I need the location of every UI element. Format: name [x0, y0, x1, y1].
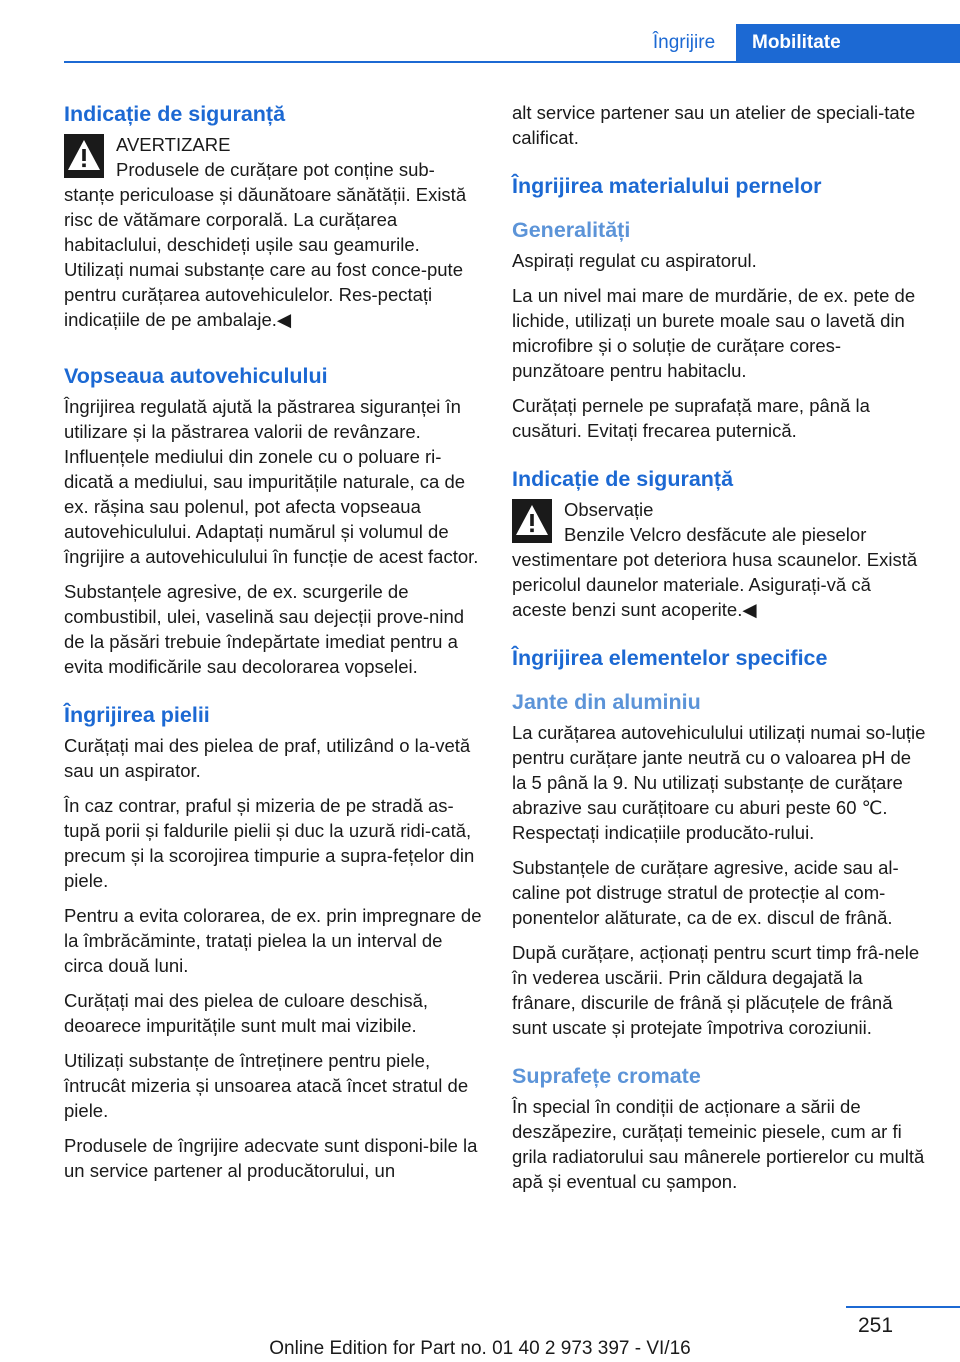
general-paragraph: La un nivel mai mare de murdărie, de ex. pete de lichide, utilizați un burete moale sau o lavetă din microfibre și o soluție de curățare cores‐punzătoare pentru habitaclu.: [512, 285, 916, 381]
warning-text: Produsele de curățare pot conține sub‐stanțe periculoase și dăunătoare sănătății. Există risc de vătămare corporală. La curățarea habitaclului, deschideți ușile sau geamurile. Utilizați numai substanțe care au fost conce‐pute pentru curățarea autovehiculelor. Res‐pectați indicațiile de pe ambalaje.◀: [64, 159, 467, 330]
alloy-paragraph: La curățarea autovehiculului utilizați numai so‐luție pentru curățare jante neutră cu o valoarea pH de la 5 până la 9. Nu utilizați substanțe de curățare abrazive sau curățitoare cu aburi peste 60 ℃. Respectați indicațiile producăto‐rului.: [512, 722, 926, 843]
safety-heading-right: Indicație de siguranță: [512, 467, 734, 491]
general-paragraph: Curățați pernele pe suprafață mare, până la cusături. Evitați frecarea puternică.: [512, 395, 870, 441]
safety-heading: Indicație de siguranță: [64, 102, 286, 126]
specific-heading: Îngrijirea elementelor specifice: [512, 646, 828, 670]
edition-footer: Online Edition for Part no. 01 40 2 973 397 - VI/16: [269, 1338, 691, 1359]
leather-paragraph: Curățați mai des pielea de culoare deschisă, deoarece impuritățile sunt mult mai vizibile.: [64, 990, 429, 1036]
cushion-heading: Îngrijirea materialului pernelor: [512, 174, 822, 198]
page-number: 251: [858, 1314, 894, 1337]
tab-ingrijire[interactable]: Îngrijire: [652, 32, 716, 53]
left-column: [64, 100, 482, 1193]
note-title: Observație: [564, 499, 654, 520]
paint-paragraph: Substanțele agresive, de ex. scurgerile de combustibil, ulei, vaselină sau dejecții prove‐nind de la păsări trebuie îndepărtate imediat pentru a evita modificările sau decolorarea vopselei.: [64, 581, 465, 677]
leather-paragraph: În caz contrar, praful și mizeria de pe stradă as‐tupă porii și faldurile pielii și duc la uzură ridi‐cată, precum și la scorojirea timpurie a supra‐fețelor din piele.: [64, 795, 475, 891]
alloy-heading: Jante din aluminiu: [512, 690, 701, 714]
leather-paragraph: Utilizați substanțe de întreținere pentru piele, întrucât mizeria și unsoarea atacă încet stratul de piele.: [64, 1050, 469, 1121]
paint-heading: Vopseaua autovehiculului: [64, 364, 328, 388]
general-paragraph: Aspirați regulat cu aspiratorul.: [512, 250, 757, 271]
warning-triangle-icon: [64, 134, 104, 178]
continued-paragraph: alt service partener sau un atelier de speciali‐tate calificat.: [512, 102, 916, 148]
general-heading: Generalități: [512, 218, 631, 242]
leather-paragraph: Pentru a evita colorarea, de ex. prin impregnare de la îmbrăcăminte, tratați pielea la un interval de circa două luni.: [64, 905, 482, 976]
leather-heading: Îngrijirea pielii: [64, 703, 210, 727]
warning-triangle-icon: [512, 499, 552, 543]
leather-paragraph: Curățați mai des pielea de praf, utilizând o la‐vetă sau un aspirator.: [64, 735, 471, 781]
warning-block: [64, 132, 482, 332]
page-header: [0, 0, 960, 62]
footer-rule: [846, 1306, 960, 1308]
tab-mobilitate[interactable]: Mobilitate: [736, 24, 960, 62]
chrome-heading: Suprafețe cromate: [512, 1064, 701, 1088]
alloy-paragraph: După curățare, acționați pentru scurt timp frâ‐nele în vederea uscării. Prin căldura degajată la frânare, discurile de frână și plăcuțele de frână sunt uscate și protejate împotriva coroziunii.: [512, 942, 920, 1038]
warning-title: AVERTIZARE: [116, 134, 231, 155]
alloy-paragraph: Substanțele de curățare agresive, acide sau al‐caline pot distruge stratul de protecție al com‐ponentelor alăturate, ca de ex. discul de frână.: [512, 857, 899, 928]
header-rule: [64, 61, 960, 63]
leather-paragraph: Produsele de îngrijire adecvate sunt disponi‐bile la un service partener al producătorului, un: [64, 1135, 478, 1181]
right-column: [512, 100, 930, 1204]
note-block: [512, 497, 930, 622]
chrome-paragraph: În special în condiții de acționare a sării de deszăpezire, curățați temeinic piesele, cum ar fi grila radiatorului sau mânerele portierelor cu multă apă și eventual cu șampon.: [512, 1096, 925, 1192]
note-text: Benzile Velcro desfăcute ale pieselor vestimentare pot deteriora husa scaunelor. Există pericolul daunelor materiale. Asigurați-vă că aceste benzi sunt acoperite.◀: [512, 524, 918, 620]
paint-paragraph: Îngrijirea regulată ajută la păstrarea siguranței în utilizare și la păstrarea valorii de revânzare. Influențele mediului din zonele cu o poluare ri‐dicată a mediului, sau impuritățile naturale, ca de ex. rășina sau polenul, pot afecta vopseaua autovehiculului. Adaptați numărul și volumul de îngrijire a autovehiculului în funcție de acest factor.: [64, 396, 479, 567]
